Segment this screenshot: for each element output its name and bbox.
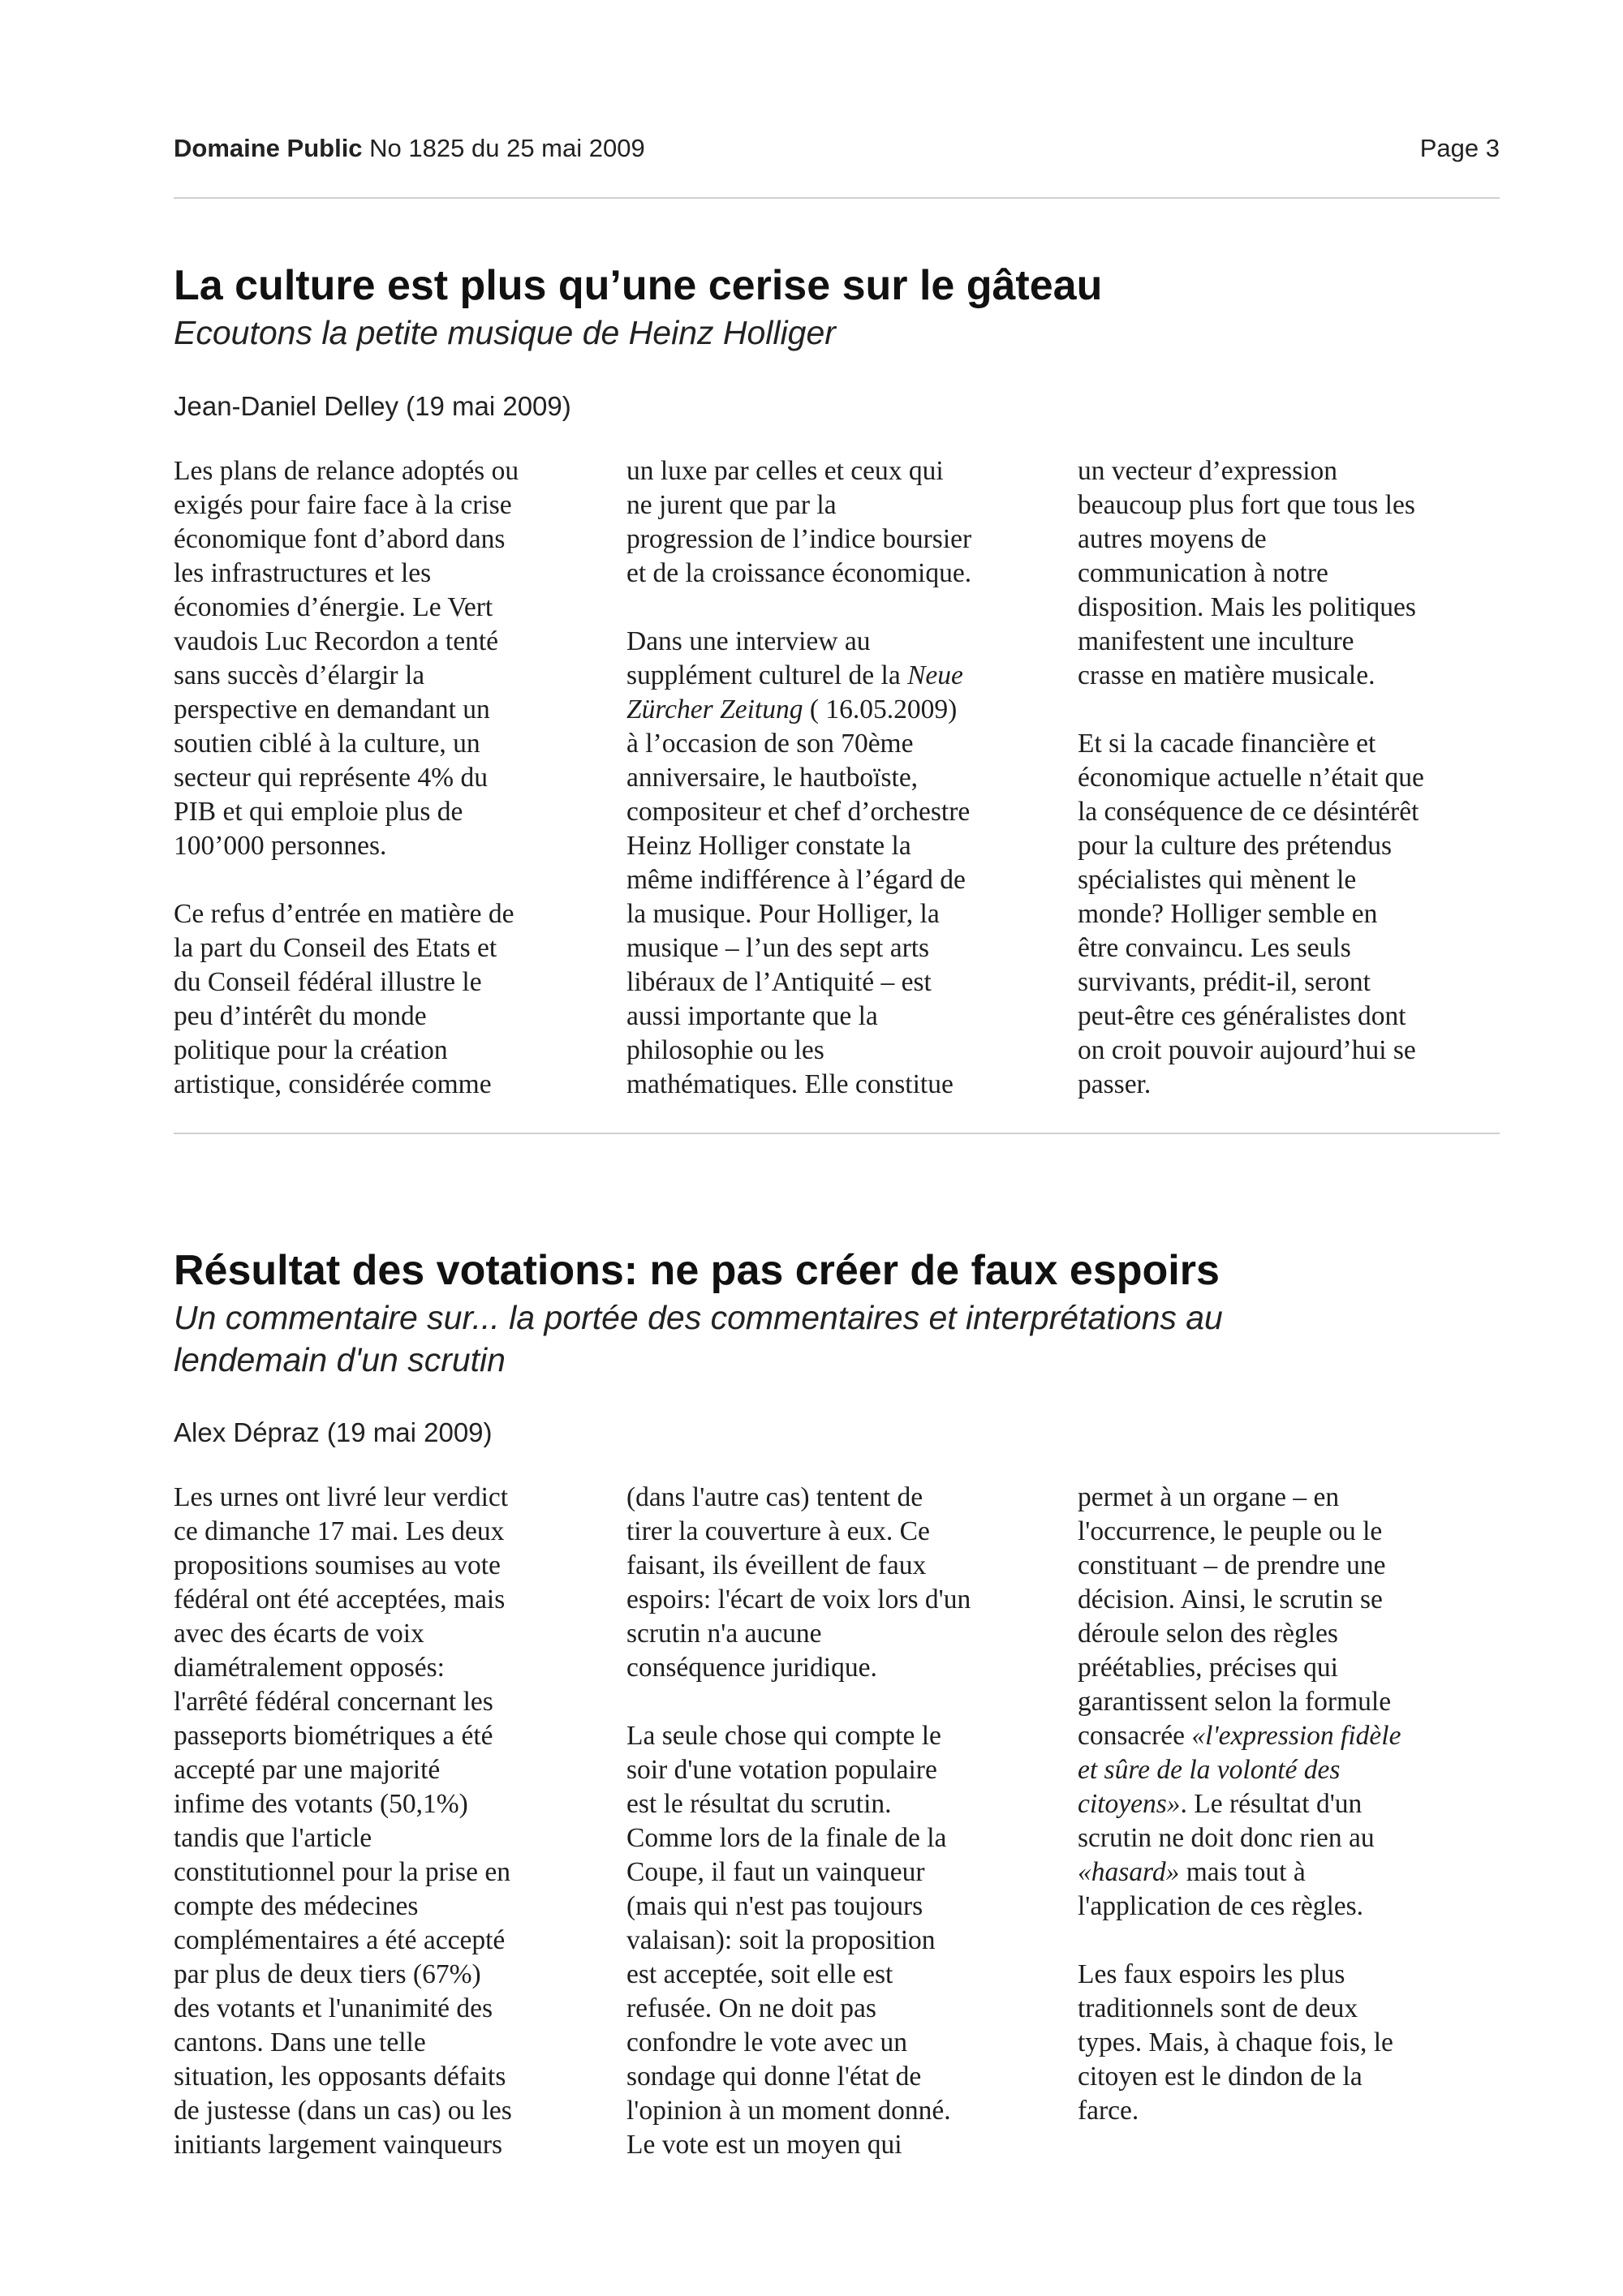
paragraph [174, 454, 612, 863]
text-line: (dans l'autre cas) tentent de [626, 1482, 923, 1512]
article-title: Résultat des votations: ne pas créer de faux espoirs [174, 1247, 1220, 1294]
page-number: Page 3 [1419, 134, 1500, 162]
subtitle-line: lendemain d'un scrutin [174, 1341, 506, 1378]
text-line: types. Mais, à chaque fois, le [1078, 2027, 1393, 2057]
text-line: Les faux espoirs les plus [1078, 1959, 1345, 1989]
publication-name: Domaine Public [174, 134, 363, 162]
article-column-1 [174, 454, 612, 1102]
text-line: passeports biométriques a été [174, 1721, 493, 1751]
text-line: PIB et qui emploie plus de [174, 797, 463, 827]
text-line: situation, les opposants défaits [174, 2062, 506, 2092]
text-line: mathématiques. Elle constitue [626, 1069, 954, 1099]
text-line: tandis que l'article [174, 1823, 372, 1853]
text-line: compte des médecines [174, 1891, 419, 1921]
issue-info: No 1825 du 25 mai 2009 [369, 134, 645, 162]
text-line: La seule chose qui compte le [626, 1721, 941, 1751]
text-line: et sûre de la volonté des [1078, 1755, 1341, 1785]
text-line: complémentaires a été accepté [174, 1925, 506, 1955]
text-line: des votants et l'unanimité des [174, 1993, 493, 2023]
text-line: Et si la cacade financière et [1078, 729, 1376, 759]
text-line: refusée. On ne doit pas [626, 1993, 876, 2023]
text-line: accepté par une majorité [174, 1755, 441, 1785]
text-line: autres moyens de [1078, 524, 1267, 554]
text-line: (mais qui n'est pas toujours [626, 1891, 923, 1921]
text-line: citoyens». Le résultat d'un [1078, 1789, 1363, 1819]
text-line: secteur qui représente 4% du [174, 763, 488, 793]
article-title: La culture est plus qu’une cerise sur le gâteau [174, 262, 1103, 309]
text-line: et de la croissance économique. [626, 558, 972, 588]
text-line: beaucoup plus fort que tous les [1078, 490, 1415, 520]
subtitle-line: Un commentaire sur... la portée des commentaires et interprétations au [174, 1299, 1223, 1336]
text-line: traditionnels sont de deux [1078, 1993, 1358, 2023]
article-divider [174, 1133, 1500, 1134]
article-subtitle [174, 1296, 1500, 1381]
text-line: initiants largement vainqueurs [174, 2130, 503, 2160]
text-line: compositeur et chef d’orchestre [626, 797, 971, 827]
text-line: même indifférence à l’égard de [626, 865, 966, 895]
text-line: les infrastructures et les [174, 558, 432, 588]
paragraph [1078, 727, 1516, 1102]
text-line: un luxe par celles et ceux qui [626, 456, 944, 486]
text-line: un vecteur d’expression [1078, 456, 1338, 486]
text-line: la musique. Pour Holliger, la [626, 899, 940, 929]
text-line: 100’000 personnes. [174, 831, 387, 861]
text-line: citoyen est le dindon de la [1078, 2062, 1363, 2092]
article-byline: Jean-Daniel Delley (19 mai 2009) [174, 391, 571, 421]
text-line: est le résultat du scrutin. [626, 1789, 892, 1819]
text-line: libéraux de l’Antiquité – est [626, 967, 932, 997]
text-line: scrutin n'a aucune [626, 1619, 822, 1649]
text-line: la conséquence de ce désintérêt [1078, 797, 1419, 827]
text-line: du Conseil fédéral illustre le [174, 967, 482, 997]
text-line: disposition. Mais les politiques [1078, 592, 1416, 622]
text-line: permet à un organe – en [1078, 1482, 1340, 1512]
paragraph [174, 1481, 612, 2162]
paragraph [174, 897, 612, 1102]
text-line: progression de l’indice boursier [626, 524, 972, 554]
paragraph [626, 454, 1065, 591]
text-line: l'arrêté fédéral concernant les [174, 1687, 493, 1717]
text-line: valaisan): soit la proposition [626, 1925, 936, 1955]
paragraph [1078, 1481, 1516, 1924]
text-line: confondre le vote avec un [626, 2027, 908, 2057]
text-line: Heinz Holliger constate la [626, 831, 911, 861]
article-byline: Alex Dépraz (19 mai 2009) [174, 1417, 493, 1447]
text-line: pour la culture des prétendus [1078, 831, 1392, 861]
text-line: tirer la couverture à eux. Ce [626, 1516, 930, 1546]
text-line: décision. Ainsi, le scrutin se [1078, 1584, 1383, 1615]
text-line: la part du Conseil des Etats et [174, 933, 497, 963]
text-line: l'application de ces règles. [1078, 1891, 1364, 1921]
text-line: l'opinion à un moment donné. [626, 2096, 951, 2126]
text-line: Dans une interview au [626, 626, 871, 656]
article-column-2 [626, 454, 1065, 1102]
text-line: fédéral ont été acceptées, mais [174, 1584, 506, 1615]
text-line: économique font d’abord dans [174, 524, 506, 554]
text-line: communication à notre [1078, 558, 1328, 588]
text-line: musique – l’un des sept arts [626, 933, 930, 963]
article-subtitle [174, 312, 1500, 354]
text-line: philosophie ou les [626, 1035, 824, 1065]
text-line: sans succès d’élargir la [174, 660, 425, 690]
text-line: l'occurrence, le peuple ou le [1078, 1516, 1383, 1546]
text-line: aussi importante que la [626, 1001, 878, 1031]
text-line: crasse en matière musicale. [1078, 660, 1375, 690]
text-line: on croit pouvoir aujourd’hui se [1078, 1035, 1416, 1065]
text-line: anniversaire, le hautboïste, [626, 763, 919, 793]
text-line: soir d'une votation populaire [626, 1755, 937, 1785]
text-line: espoirs: l'écart de voix lors d'un [626, 1584, 971, 1615]
text-line: passer. [1078, 1069, 1152, 1099]
text-line: diamétralement opposés: [174, 1653, 445, 1683]
paragraph [626, 625, 1065, 1102]
paragraph [626, 1481, 1065, 1685]
header-divider [174, 197, 1500, 199]
paragraph [1078, 1958, 1516, 2128]
text-line: sondage qui donne l'état de [626, 2062, 922, 2092]
text-line: exigés pour faire face à la crise [174, 490, 512, 520]
article-column-2 [626, 1481, 1065, 2162]
article-column-3 [1078, 454, 1516, 1102]
text-line: être convaincu. Les seuls [1078, 933, 1351, 963]
page-header [174, 134, 1500, 166]
text-line: économies d’énergie. Le Vert [174, 592, 493, 622]
text-line: à l’occasion de son 70ème [626, 729, 914, 759]
text-line: conséquence juridique. [626, 1653, 877, 1683]
text-line: est acceptée, soit elle est [626, 1959, 893, 1989]
text-line: par plus de deux tiers (67%) [174, 1959, 481, 1989]
paragraph [1078, 454, 1516, 693]
text-line: spécialistes qui mènent le [1078, 865, 1357, 895]
paragraph [626, 1719, 1065, 2162]
text-line: consacrée «l'expression fidèle [1078, 1721, 1401, 1751]
text-line: faisant, ils éveillent de faux [626, 1550, 927, 1580]
text-line: Zürcher Zeitung ( 16.05.2009) [626, 694, 958, 724]
article-column-3 [1078, 1481, 1516, 2128]
text-line: cantons. Dans une telle [174, 2027, 426, 2057]
text-line: Les plans de relance adoptés ou [174, 456, 519, 486]
text-line: peu d’intérêt du monde [174, 1001, 427, 1031]
text-line: farce. [1078, 2096, 1139, 2126]
text-line: scrutin ne doit donc rien au [1078, 1823, 1375, 1853]
text-line: supplément culturel de la Neue [626, 660, 963, 690]
text-line: Le vote est un moyen qui [626, 2130, 902, 2160]
text-line: manifestent une inculture [1078, 626, 1354, 656]
text-line: Coupe, il faut un vainqueur [626, 1857, 925, 1887]
text-line: «hasard» mais tout à [1078, 1857, 1306, 1887]
text-line: constitutionnel pour la prise en [174, 1857, 510, 1887]
text-line: de justesse (dans un cas) ou les [174, 2096, 512, 2126]
article-column-1 [174, 1481, 612, 2162]
text-line: garantissent selon la formule [1078, 1687, 1392, 1717]
text-line: infime des votants (50,1%) [174, 1789, 468, 1819]
text-line: vaudois Luc Recordon a tenté [174, 626, 499, 656]
text-line: économique actuelle n’était que [1078, 763, 1424, 793]
text-line: soutien ciblé à la culture, un [174, 729, 480, 759]
text-line: ce dimanche 17 mai. Les deux [174, 1516, 505, 1546]
text-line: Comme lors de la finale de la [626, 1823, 947, 1853]
text-line: ne jurent que par la [626, 490, 837, 520]
text-line: survivants, prédit-il, seront [1078, 967, 1371, 997]
text-line: déroule selon des règles [1078, 1619, 1338, 1649]
text-line: politique pour la création [174, 1035, 448, 1065]
text-line: Ce refus d’entrée en matière de [174, 899, 514, 929]
text-line: avec des écarts de voix [174, 1619, 424, 1649]
text-line: perspective en demandant un [174, 694, 490, 724]
text-line: artistique, considérée comme [174, 1069, 492, 1099]
text-line: peut-être ces généralistes dont [1078, 1001, 1406, 1031]
text-line: propositions soumises au vote [174, 1550, 501, 1580]
text-line: préétablies, précises qui [1078, 1653, 1338, 1683]
subtitle-line: Ecoutons la petite musique de Heinz Holliger [174, 314, 836, 351]
text-line: Les urnes ont livré leur verdict [174, 1482, 509, 1512]
text-line: monde? Holliger semble en [1078, 899, 1378, 929]
text-line: constituant – de prendre une [1078, 1550, 1386, 1580]
